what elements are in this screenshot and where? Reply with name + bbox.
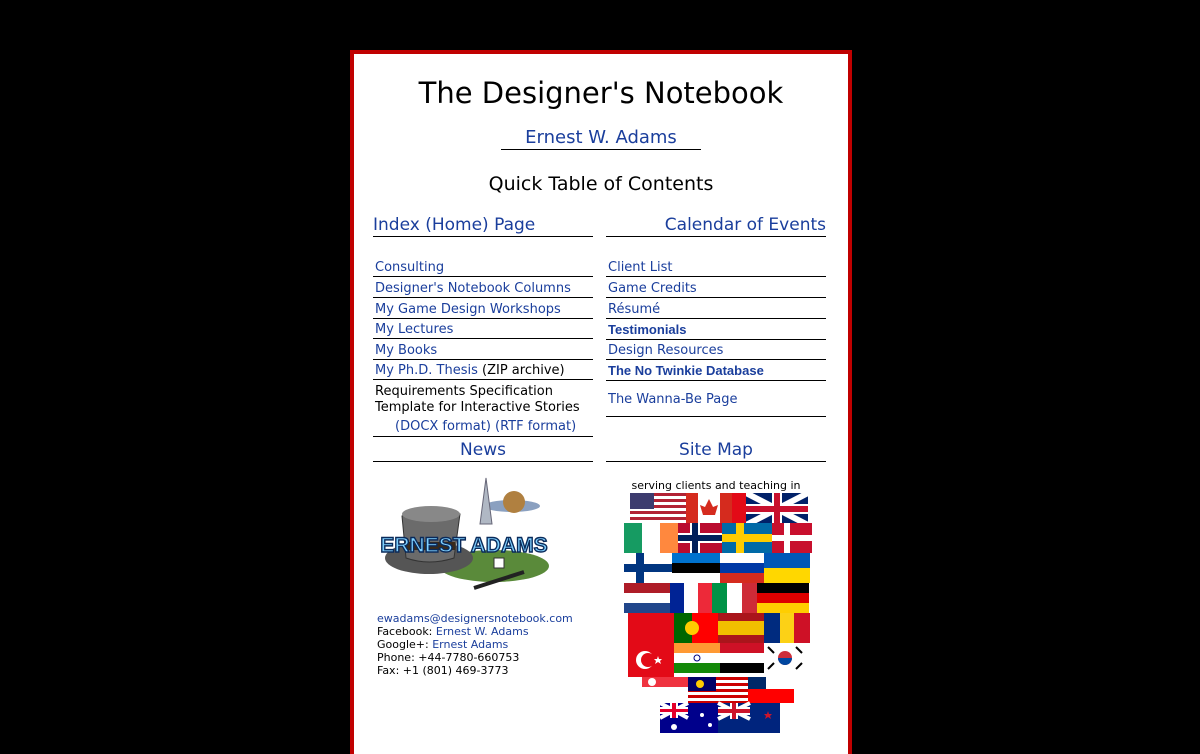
blue-flag-block xyxy=(748,677,766,689)
thesis-link[interactable]: My Ph.D. Thesis xyxy=(375,363,478,378)
sitemap-header xyxy=(606,439,826,462)
india-flag-icon xyxy=(674,643,720,673)
left-row-columns xyxy=(373,280,593,298)
south-korea-flag-icon xyxy=(764,643,806,673)
lectures-link[interactable]: My Lectures xyxy=(375,322,454,337)
resume-link[interactable]: Résumé xyxy=(608,302,661,317)
logo-die xyxy=(494,558,504,568)
paren-mid: ) ( xyxy=(485,419,501,434)
france-flag-icon xyxy=(670,583,712,613)
index-home-header xyxy=(373,214,593,237)
logo-planet xyxy=(503,491,525,513)
google-label: Google+: xyxy=(377,638,433,651)
russia-flag-icon xyxy=(720,553,764,583)
right-row-testimonials xyxy=(606,321,826,340)
left-row-lectures xyxy=(373,321,593,339)
right-row-resume xyxy=(606,301,826,319)
news-link[interactable]: News xyxy=(460,440,506,460)
new-zealand-flag-icon xyxy=(718,703,780,733)
content-card xyxy=(350,50,852,754)
logo-text: ERNEST ADAMS xyxy=(380,534,548,557)
netherlands-flag-icon xyxy=(624,583,670,613)
contact-block xyxy=(377,612,573,677)
client-list-link[interactable]: Client List xyxy=(608,260,673,275)
news-header xyxy=(373,439,593,462)
left-row-thesis xyxy=(373,362,593,380)
norway-flag-icon xyxy=(678,523,722,553)
logo-image xyxy=(374,476,556,598)
flags-caption: serving clients and teaching in xyxy=(631,479,801,492)
paren-open: ( xyxy=(395,419,401,434)
facebook-link[interactable]: Ernest W. Adams xyxy=(435,625,529,638)
flags-collage[interactable] xyxy=(620,489,812,739)
game-credits-link[interactable]: Game Credits xyxy=(608,281,697,296)
uk-flag-icon xyxy=(746,493,808,525)
wannabe-link[interactable]: The Wanna-Be Page xyxy=(608,392,738,407)
paren-close: ) xyxy=(571,419,577,434)
workshops-link[interactable]: My Game Design Workshops xyxy=(375,302,561,317)
google-link[interactable]: Ernest Adams xyxy=(432,638,509,651)
italy-flag-icon xyxy=(712,583,757,613)
ukraine-flag-icon xyxy=(764,553,810,583)
phone-text: Phone: +44-7780-660753 xyxy=(377,651,520,664)
right-row-credits xyxy=(606,280,826,298)
logo-rocket xyxy=(480,478,492,524)
sitemap-link[interactable]: Site Map xyxy=(679,440,753,460)
fax-text: Fax: +1 (801) 469-3773 xyxy=(377,664,509,677)
red-flag-block xyxy=(628,613,674,643)
email-link[interactable]: ewadams@designersnotebook.com xyxy=(377,612,573,625)
left-row-books xyxy=(373,342,593,360)
req-line-1: Requirements Specification xyxy=(375,384,553,399)
germany-flag-icon xyxy=(757,583,809,613)
red-flag-block-2 xyxy=(748,689,794,703)
left-row-requirements xyxy=(373,383,593,437)
romania-flag-icon xyxy=(764,613,810,643)
right-row-resources xyxy=(606,342,826,360)
ireland-flag-icon xyxy=(624,523,678,553)
flags-image xyxy=(620,489,812,739)
columns-link[interactable]: Designer's Notebook Columns xyxy=(375,281,571,296)
rtf-link[interactable]: RTF format xyxy=(500,419,572,434)
calendar-header xyxy=(606,214,826,237)
facebook-label: Facebook: xyxy=(377,625,436,638)
author-link[interactable]: Ernest W. Adams xyxy=(501,126,701,150)
australia-flag-icon xyxy=(660,703,718,733)
right-row-clients xyxy=(606,259,826,277)
egypt-flag-icon xyxy=(720,643,764,673)
index-home-link[interactable]: Index (Home) Page xyxy=(373,215,536,235)
finland-flag-icon xyxy=(624,553,672,583)
toc-heading: Quick Table of Contents xyxy=(488,173,714,195)
logo-hat-top xyxy=(402,506,460,522)
calendar-link[interactable]: Calendar of Events xyxy=(664,215,826,235)
right-row-wannabe xyxy=(606,383,826,417)
ernest-adams-logo[interactable] xyxy=(374,476,556,598)
estonia-flag-icon xyxy=(672,553,720,583)
canada-flag-icon xyxy=(686,493,732,525)
red-flag-strip xyxy=(732,493,746,525)
twinkie-database-link[interactable]: The No Twinkie Database xyxy=(608,363,764,378)
page-title: The Designer's Notebook xyxy=(418,76,784,110)
testimonials-link[interactable]: Testimonials xyxy=(608,322,687,337)
singapore-flag-icon xyxy=(642,677,688,697)
thesis-note: (ZIP archive) xyxy=(477,363,565,378)
consulting-link[interactable]: Consulting xyxy=(375,260,445,275)
right-row-twinkie xyxy=(606,362,826,381)
left-row-workshops xyxy=(373,301,593,319)
docx-link[interactable]: DOCX format xyxy=(400,419,486,434)
books-link[interactable]: My Books xyxy=(375,343,438,358)
turkey-flag-icon xyxy=(628,643,674,677)
spain-flag-icon xyxy=(718,613,764,643)
portugal-flag-icon xyxy=(674,613,718,643)
left-row-consulting xyxy=(373,259,593,277)
design-resources-link[interactable]: Design Resources xyxy=(608,343,724,358)
malaysia-flag-icon xyxy=(688,677,748,703)
denmark-flag-icon xyxy=(772,523,812,553)
usa-flag-icon xyxy=(630,493,688,523)
sweden-flag-icon xyxy=(722,523,772,553)
req-line-2: Template for Interactive Stories xyxy=(375,400,580,415)
